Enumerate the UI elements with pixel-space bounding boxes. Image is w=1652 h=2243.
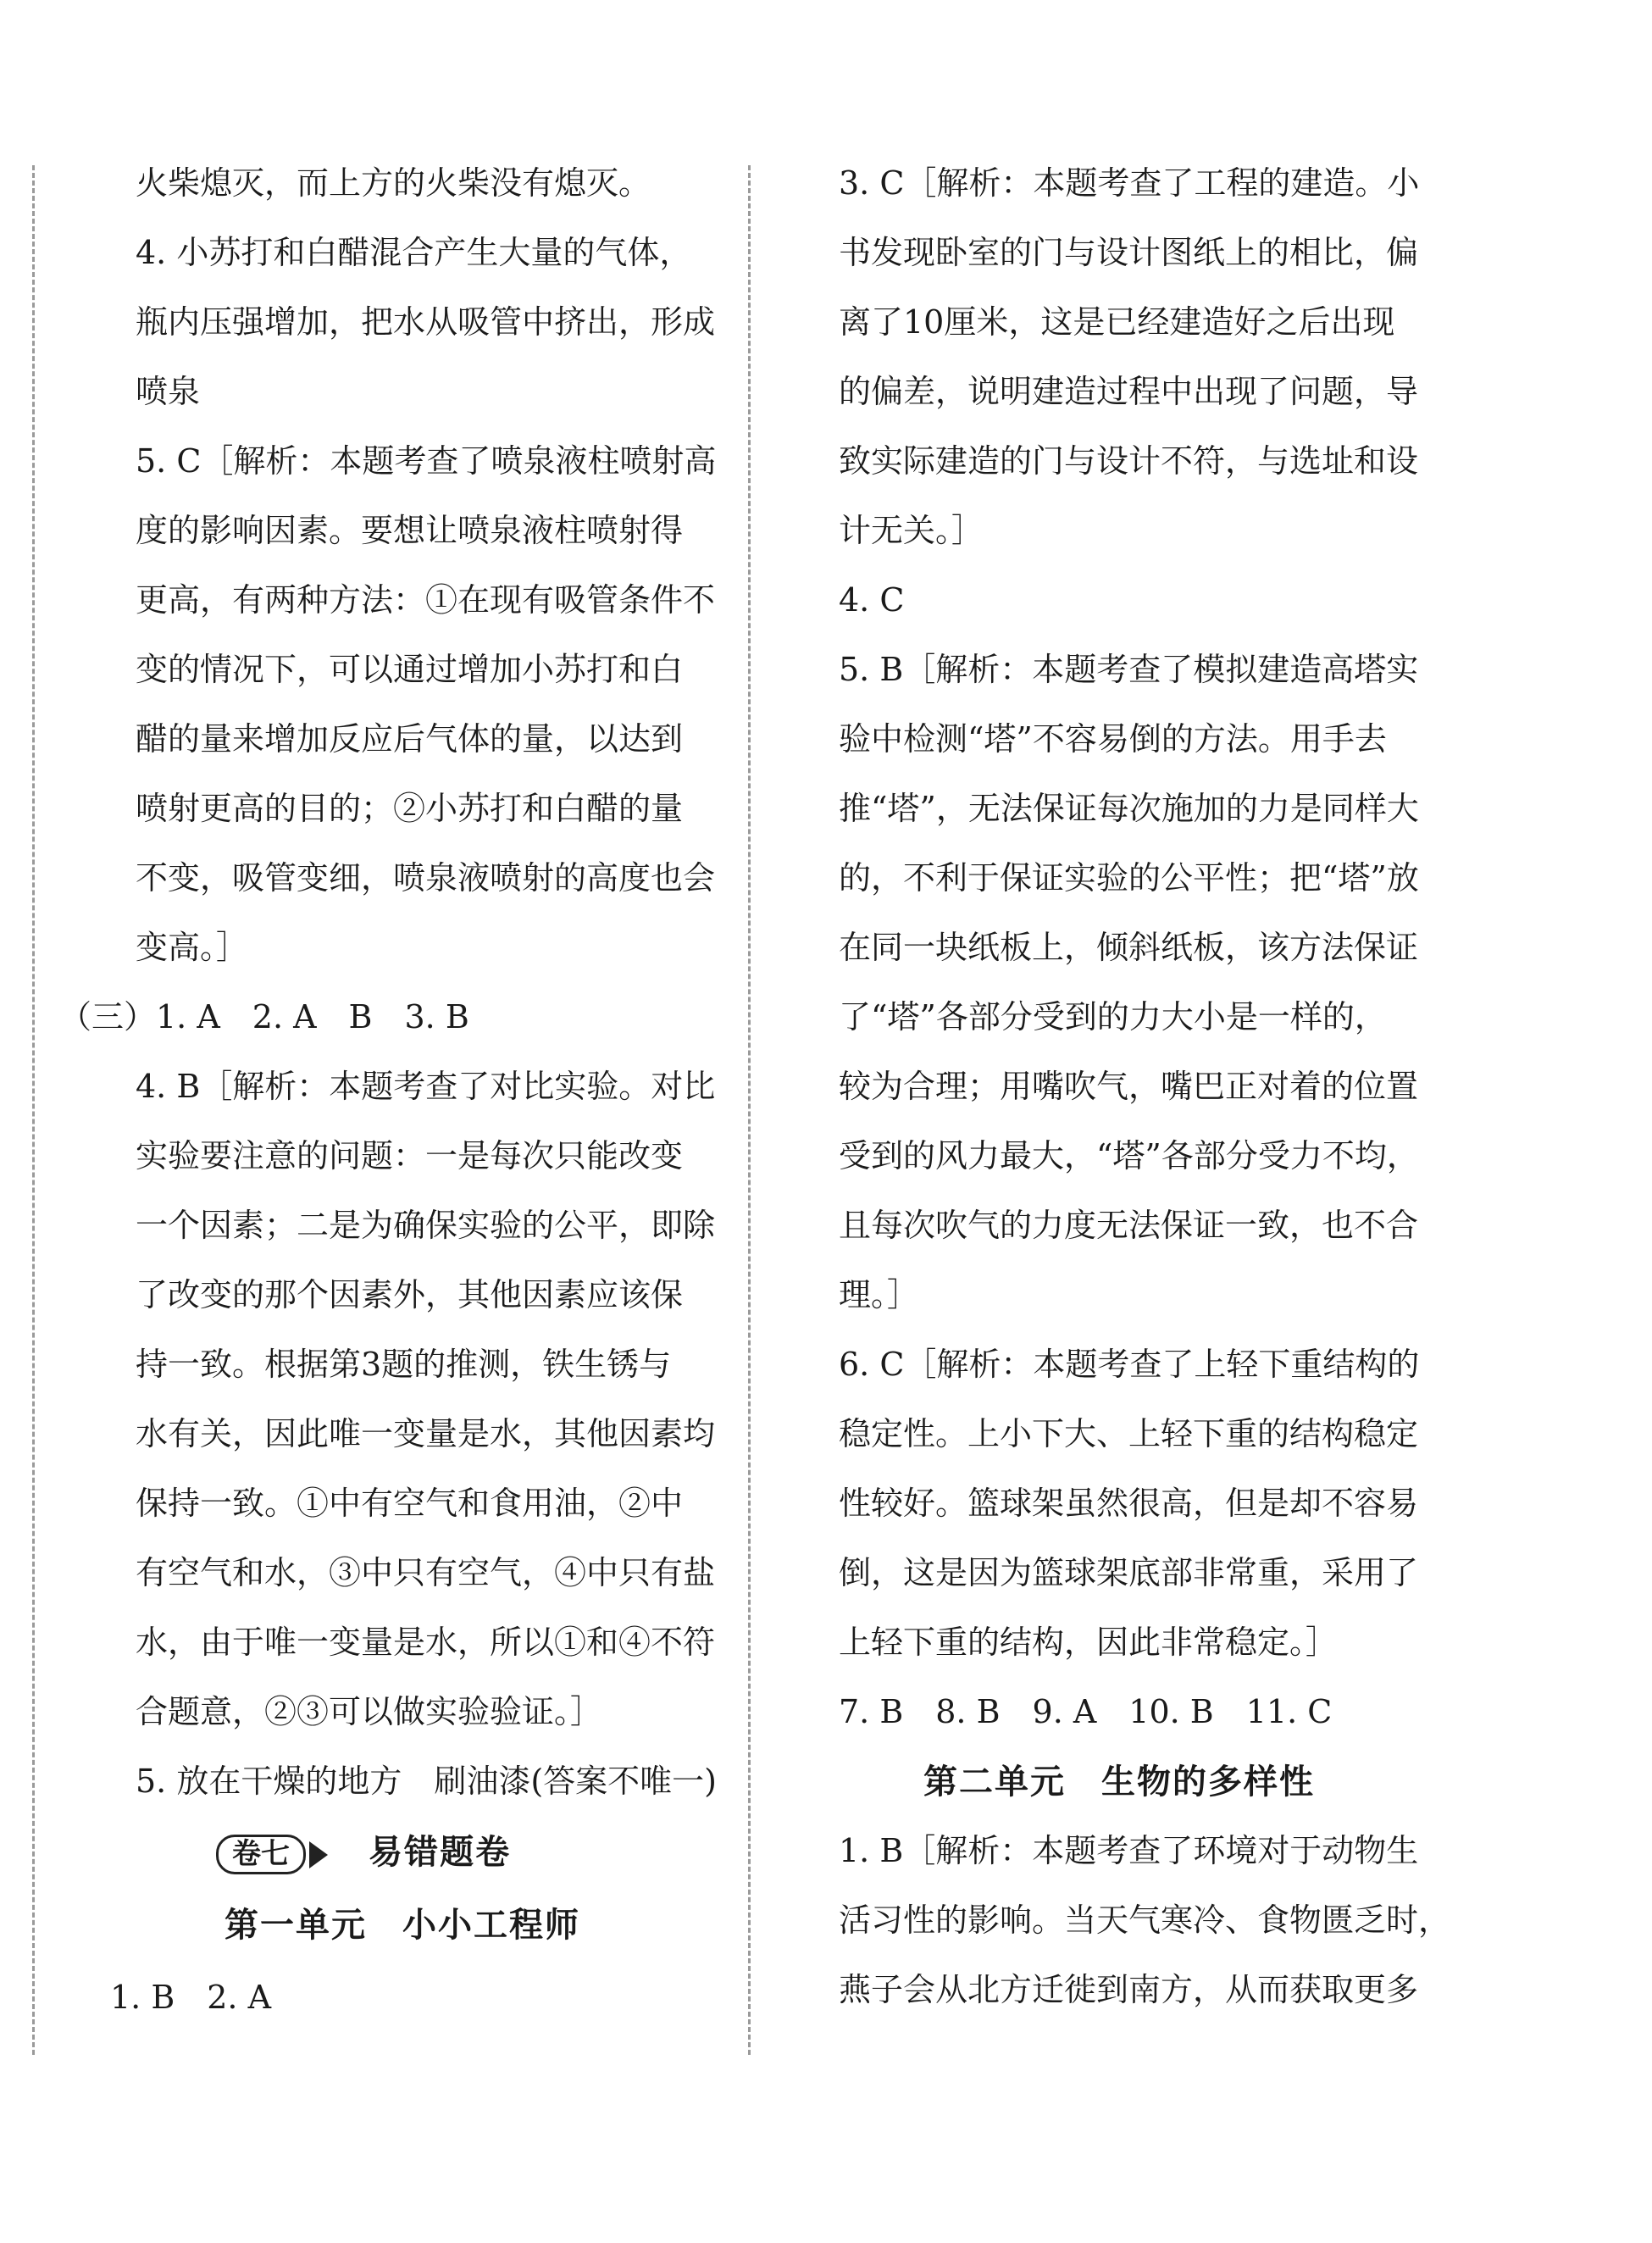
text-line: 瓶内压强增加，把水从吸管中挤出，形成: [136, 303, 716, 341]
text-line: 燕子会从北方迁徙到南方，从而获取更多: [839, 1971, 1419, 2008]
text-line: 不变，吸管变细，喷泉液喷射的高度也会: [136, 859, 716, 897]
text-line: 受到的风力最大，“塔”各部分受力不均，: [839, 1137, 1419, 1174]
text-line: 变的情况下，可以通过增加小苏打和白: [136, 651, 684, 688]
text-line: 合题意，②③可以做实验验证。］: [136, 1693, 603, 1730]
text-line: 保持一致。①中有空气和食用油，②中: [136, 1485, 684, 1522]
text-line: 持一致。根据第3题的推测，铁生锈与: [136, 1346, 672, 1383]
text-line: 理。］: [839, 1276, 920, 1313]
text-line: 活习性的影响。当天气寒冷、食物匮乏时，: [839, 1902, 1451, 1939]
text-line: 喷泉: [136, 373, 201, 410]
text-line: 水，由于唯一变量是水，所以①和④不符: [136, 1624, 716, 1661]
text-line: 变高。］: [136, 929, 249, 966]
text-line: 度的影响因素。要想让喷泉液柱喷射得: [136, 512, 684, 549]
text-line: 喷射更高的目的；②小苏打和白醋的量: [136, 790, 684, 827]
text-line: 稳定性。上小下大、上轻下重的结构稳定: [839, 1415, 1419, 1452]
text-line: 的，不利于保证实验的公平性；把“塔”放: [839, 859, 1419, 897]
unit-heading: 第二单元 生物的多样性: [923, 1762, 1315, 1802]
text-line: 且每次吹气的力度无法保证一致，也不合: [839, 1207, 1419, 1244]
text-line: 了改变的那个因素外，其他因素应该保: [136, 1276, 684, 1313]
arrow-right-icon: [309, 1841, 328, 1868]
text-line: 书发现卧室的门与设计图纸上的相比，偏: [839, 234, 1419, 271]
answer-5: 5. B［解析：本题考查了模拟建造高塔实: [839, 651, 1419, 688]
section-3-answers: （三）1. A 2. A B 3. B: [59, 998, 469, 1035]
text-line: 的偏差，说明建造过程中出现了问题，导: [839, 373, 1419, 410]
answer-4: 4. B［解析：本题考查了对比实验。对比: [136, 1068, 716, 1105]
text-line: 有空气和水，③中只有空气，④中只有盐: [136, 1554, 716, 1591]
text-line: 倒，这是因为篮球架底部非常重，采用了: [839, 1554, 1419, 1591]
text-line: 更高，有两种方法：①在现有吸管条件不: [136, 581, 716, 619]
text-line: 一个因素；二是为确保实验的公平，即除: [136, 1207, 716, 1244]
answer-6: 6. C［解析：本题考查了上轻下重结构的: [839, 1346, 1420, 1383]
text-line: 较为合理；用嘴吹气，嘴巴正对着的位置: [839, 1068, 1419, 1105]
text-line: 实验要注意的问题：一是每次只能改变: [136, 1137, 684, 1174]
section-header: [216, 1832, 512, 1874]
section-title: 易错题卷: [369, 1832, 512, 1872]
answer-3: 3. C［解析：本题考查了工程的建造。小: [839, 164, 1420, 202]
answer-4: 4. C: [839, 581, 905, 619]
text-line: 致实际建造的门与设计不符，与选址和设: [839, 442, 1419, 480]
text-line: 验中检测“塔”不容易倒的方法。用手去: [839, 720, 1387, 758]
column-divider: [748, 165, 751, 2055]
text-line: 在同一块纸板上，倾斜纸板，该方法保证: [839, 929, 1419, 966]
answer-5: 5. C［解析：本题考查了喷泉液柱喷射高: [136, 442, 717, 480]
answers-7-11: 7. B 8. B 9. A 10. B 11. C: [839, 1693, 1333, 1730]
unit-heading: 第一单元 小小工程师: [225, 1905, 580, 1945]
text-line: 计无关。］: [839, 512, 984, 549]
text-line: 醋的量来增加反应后气体的量，以达到: [136, 720, 684, 758]
answer-1: 1. B［解析：本题考查了环境对于动物生: [839, 1832, 1419, 1869]
answer-4: 4. 小苏打和白醋混合产生大量的气体，: [136, 234, 692, 271]
answer-5: 5. 放在干燥的地方 刷油漆(答案不唯一): [136, 1763, 717, 1800]
unit-answers: 1. B 2. A: [110, 1979, 272, 2016]
text-line: 火柴熄灭，而上方的火柴没有熄灭。: [136, 164, 651, 202]
section-badge-group: [216, 1835, 358, 1874]
text-line: 上轻下重的结构，因此非常稳定。］: [839, 1624, 1339, 1661]
text-line: 了“塔”各部分受到的力大小是一样的，: [839, 998, 1387, 1035]
text-line: 推“塔”，无法保证每次施加的力是同样大: [839, 790, 1419, 827]
left-margin-rule: [32, 165, 35, 2055]
section-badge: 卷七: [216, 1835, 306, 1874]
text-line: 水有关，因此唯一变量是水，其他因素均: [136, 1415, 716, 1452]
text-line: 性较好。篮球架虽然很高，但是却不容易: [839, 1485, 1419, 1522]
text-line: 离了10厘米，这是已经建造好之后出现: [839, 303, 1395, 341]
